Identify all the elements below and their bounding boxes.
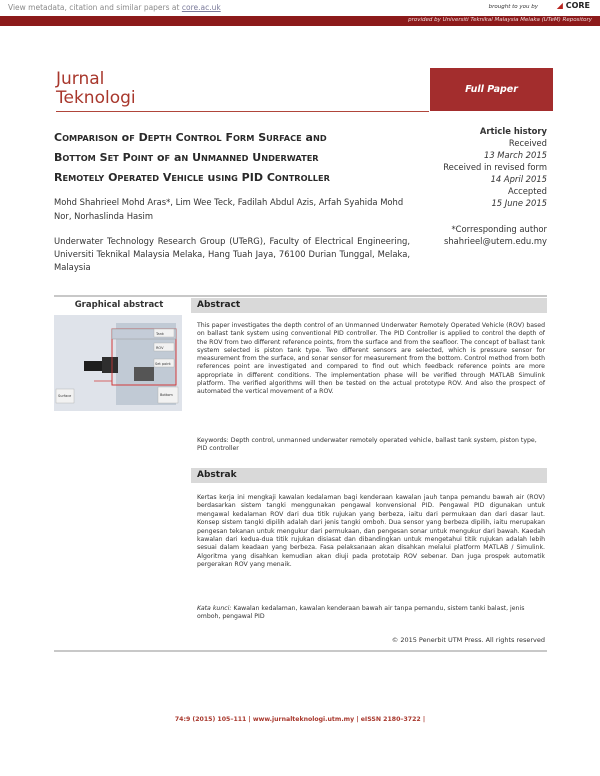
title-word-initial: C <box>54 131 63 144</box>
page-footer: 74:9 (2015) 105–111 | www.jurnalteknologi.utm.my | eISSN 2180–3722 | <box>174 716 426 723</box>
article-history-heading: Article history <box>479 126 547 136</box>
author-list: Mohd Shahrieel Mohd Aras*, Lim Wee Teck, Fadilah Abdul Azis, Arfah Syahida Mohd Nor, Norhaslinda Hasim <box>54 197 404 221</box>
copyright-notice: © 2015 Penerbit UTM Press. All rights reserved <box>391 636 545 644</box>
repository-provided-text: provided by Universiti Teknikal Malaysia Melaka (UTeM) Repository <box>408 17 592 23</box>
journal-name-line1: Jurnal <box>56 69 105 89</box>
core-banner <box>0 0 600 16</box>
abstract-heading: Abstract <box>191 298 547 313</box>
article-history <box>412 125 547 209</box>
abstrak-text: Kertas kerja ini mengkaji kawalan kedalaman bagi kenderaan kawalan jauh tanpa pemandu bawah air (ROV) berdasarkan sistem tangki menggunakan pengawal konvensional PID. Pengawal PID digunakan untuk mengawal kedalaman ROV dari dua titik rujukan yang berbeza, iaitu dari permukaan dan dari dasar laut. Konsep sistem tangki dipilih adalah dari jenis tangki omboh. Dua sensor yang berbeza dipilih, iaitu merupakan pengesan tekanan untuk mengukur dari permukaan, dan pengesan sonar untuk mengukur dari bawah. Kaedah kawalan dari kedua-dua titik rujukan disiasat dan dibandingkan untuk mengetahui titik rujukan adalah lebih sesuai dalam keadaan yang berbeza. Fasa pelaksanaan akan disahkan melalui platform MATLAB / Simulink. Algoritma yang disahkan kemudian akan diuji pada prototaip ROV sebenar. Dan juga prospek automatik pergerakan ROV yang menaik. <box>197 494 545 569</box>
title-word-rest: OTTOM <box>62 153 96 163</box>
title-word-initial: R <box>54 171 63 184</box>
title-word-initial: o <box>153 151 165 164</box>
kata-kunci-label: Kata kunci: <box>197 605 232 612</box>
title-word-rest: URFACE <box>266 133 302 143</box>
title-word-rest: NMANNED <box>201 153 249 163</box>
paper-title <box>54 127 424 196</box>
title-word-rest: ORM <box>232 133 255 143</box>
title-word-initial: a <box>170 151 182 164</box>
core-logo[interactable] <box>557 1 590 10</box>
abstrak-keywords <box>197 605 545 622</box>
core-logo-icon: ◢ <box>556 1 563 10</box>
title-word-rest: N <box>181 153 189 163</box>
title-word-rest: PERATED <box>117 173 159 183</box>
graphical-abstract-diagram <box>54 315 182 411</box>
title-word-rest: OINT <box>130 153 154 163</box>
title-word-initial: O <box>104 171 118 184</box>
title-word-rest: ONTROL <box>183 133 222 143</box>
section-divider-top <box>54 295 547 297</box>
title-line-3 <box>54 171 331 184</box>
title-word-initial: a <box>301 131 313 144</box>
title-word-initial: o <box>117 131 130 144</box>
paper-title-smallcaps <box>54 127 424 189</box>
kata-kunci-text: Kawalan kedalaman, kawalan kenderaan bawah air tanpa pemandu, sistem tanki balast, jenis omboh, pengawal PID <box>197 605 525 621</box>
abstrak-heading: Abstrak <box>191 468 547 483</box>
title-word-rest: F <box>164 153 171 163</box>
title-word-initial: V <box>159 171 172 184</box>
title-word-initial: S <box>254 131 267 144</box>
title-word-rest: OMPARISON <box>62 133 118 143</box>
accepted-date: 15 June 2015 <box>491 198 547 208</box>
title-word-initial: U <box>188 151 202 164</box>
title-word-rest: EPTH <box>147 133 172 143</box>
corresponding-author-label: *Corresponding author <box>451 224 547 234</box>
title-word-initial: P <box>118 151 131 164</box>
rov-body <box>102 357 118 373</box>
title-word-initial: U <box>248 151 262 164</box>
journal-name-line2: Teknologi <box>56 88 136 108</box>
title-line-2 <box>54 151 319 164</box>
label-rov: ROV <box>156 346 164 350</box>
label-setpoint: Set point <box>155 362 171 366</box>
abstract-text: This paper investigates the depth control of an Unmanned Underwater Remotely Operated Vehicle (ROV) based on ballast tank system using conventional PID controller. The PID Controller is applied to control the depth of the ROV from two different reference points, from the surface and from the seafloor. The concept of ballast tank system selected is piston tank type. Two different sensors are selected, which is pressure sensor for measurement from the surface, and sonar sensor for measurement from the bottom. Control method from both references point are investigated and compared to find out which feedback reference points are more appropriate in different conditions. The implementation phase will be verified through MATLAB Simulink platform. The verified algorithms will then be tested on the actual prototype ROV. And also the prospect of automated the vertical movement of a ROV. <box>197 322 545 396</box>
label-tank: Tank <box>156 332 164 336</box>
title-word-rest: ID <box>249 171 263 184</box>
label-bottom: Bottom <box>160 393 173 397</box>
abstract-keywords: Keywords: Depth control, unmanned underwater remotely operated vehicle, ballast tank system, piston type, PID controller <box>197 437 537 453</box>
core-metadata-link[interactable] <box>8 3 221 12</box>
affiliation: Underwater Technology Research Group (UTeRG), Faculty of Electrical Engineering, Universiti Teknikal Malaysia Melaka, Hang Tuah Jaya, 76100 Durian Tunggal, Melaka, Malaysia <box>54 236 410 272</box>
title-word-initial: D <box>134 131 148 144</box>
title-word-initial: F <box>221 131 233 144</box>
title-word-initial: u <box>203 171 216 184</box>
title-word-rest: F <box>129 133 135 143</box>
label-surface: Surface <box>58 394 72 398</box>
received-label: Received <box>508 138 547 148</box>
title-word-rest: NDERWATER <box>261 153 319 163</box>
title-word-rest: EMOTELY <box>62 173 105 183</box>
corresponding-author-email[interactable]: shahrieel@utem.edu.my <box>443 236 547 246</box>
title-word-rest: ET <box>107 153 119 163</box>
header-rule <box>56 111 429 112</box>
title-line-1 <box>54 131 327 144</box>
title-word-initial: C <box>262 171 275 184</box>
section-divider-bottom <box>54 650 547 652</box>
title-word-rest: ND <box>312 133 327 143</box>
title-word-rest: SING <box>215 173 238 183</box>
core-link-domain[interactable]: core.ac.uk <box>181 3 221 12</box>
corresponding-author <box>408 223 547 247</box>
accepted-label: Accepted <box>507 186 547 196</box>
rov-sensor <box>134 367 154 381</box>
journal-name <box>56 70 136 108</box>
revised-label: Received in revised form <box>443 162 547 172</box>
graphical-abstract-heading: Graphical abstract <box>74 300 164 310</box>
title-word-rest: EHICLE <box>171 173 204 183</box>
repository-bar <box>0 16 600 26</box>
title-word-initial: P <box>237 171 250 184</box>
revised-date: 14 April 2015 <box>490 174 547 184</box>
received-date: 13 March 2015 <box>483 150 547 160</box>
rov-thruster <box>84 361 102 371</box>
title-word-rest: ONTROLLER <box>274 173 330 183</box>
core-link-text: View metadata, citation and similar papers at <box>8 3 182 12</box>
brought-to-you-text: brought to you by <box>488 4 538 10</box>
title-word-initial: S <box>95 151 108 164</box>
core-logo-text: CORE <box>565 1 590 10</box>
graphical-abstract-figure <box>54 315 182 411</box>
full-paper-badge: Full Paper <box>430 68 553 111</box>
title-word-initial: B <box>54 151 63 164</box>
title-word-initial: C <box>171 131 184 144</box>
